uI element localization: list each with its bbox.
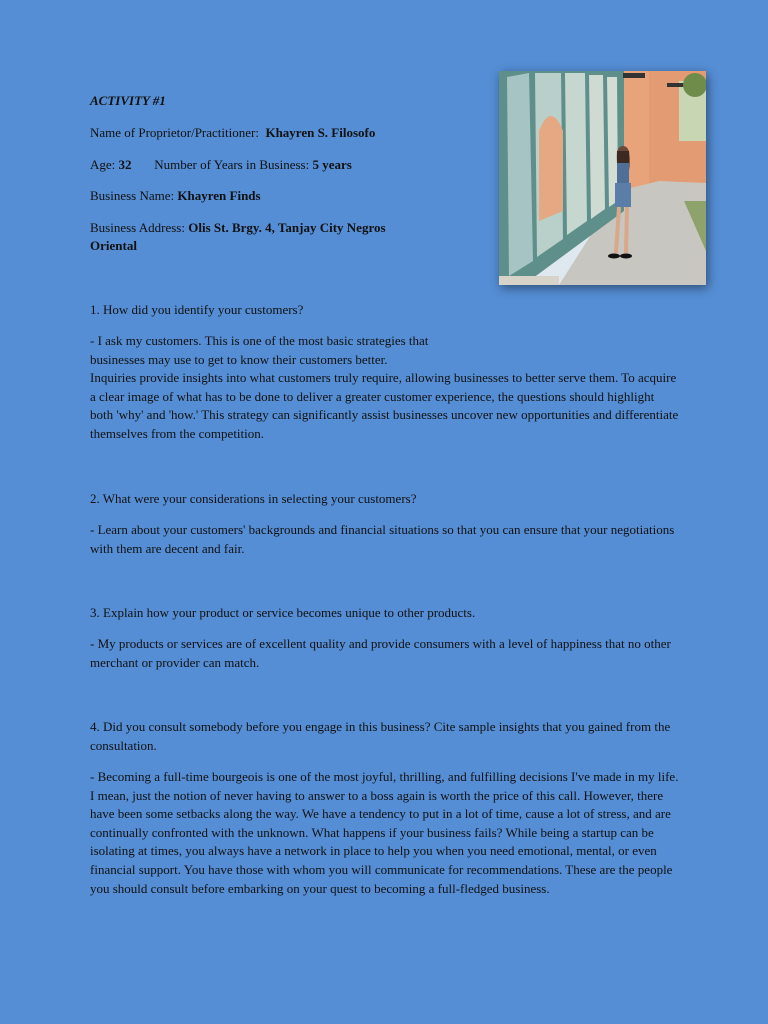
answer-1-line2: businesses may use to get to know their customers better. [90, 351, 388, 367]
age-value: 32 [118, 157, 132, 172]
business-name-label: Business Name: [90, 188, 175, 203]
age-label: Age: [90, 157, 116, 172]
answer-2: - Learn about your customers' backgrounds and financial situations so that you can ensure that your negotiations with them are decent and fair. [90, 522, 675, 556]
question-4: 4. Did you consult somebody before you engage in this business? Cite sample insights that you gained from the consultation. [90, 719, 671, 753]
answer-1-line1: - I ask my customers. This is one of the most basic strategies that [90, 333, 429, 348]
proprietor-value: Khayren S. Filosofo [265, 125, 376, 140]
years-label: Number of Years in Business: [154, 157, 310, 172]
business-address-value: Olis St. Brgy. 4, Tanjay City Negros Oriental [90, 220, 386, 253]
years-value: 5 years [312, 157, 352, 172]
activity-title: ACTIVITY #1 [90, 93, 166, 108]
question-1: 1. How did you identify your customers? [90, 302, 304, 317]
business-address-label: Business Address: [90, 220, 185, 235]
proprietor-photo [499, 71, 706, 285]
proprietor-line [90, 124, 420, 142]
proprietor-label: Name of Proprietor/Practitioner: [90, 125, 259, 140]
photo-illustration-icon [499, 71, 706, 285]
business-name-value: Khayren Finds [177, 188, 261, 203]
answer-4: - Becoming a full-time bourgeois is one of the most joyful, thrilling, and fulfilling decisions I've made in my life. I mean, just the notion of never having to answer to a boss again is worth the price of this call. However, there have been some setbacks along the way. We have a tendency to put in a lot of time, cause a lot of stress, and are continually confronted with the unknown. What happens if your business fails? While being a startup can be isolating at times, you always have a network in place to help you when you need emotional, mental, or even financial support. You have those with whom you will communicate for recommendations. These are the people you should consult before embarking on your quest to becoming a full-fledged business. [90, 769, 679, 896]
business-address-line [90, 219, 420, 255]
business-name-line [90, 187, 420, 205]
question-2: 2. What were your considerations in selecting your customers? [90, 491, 417, 506]
answer-3: - My products or services are of excellent quality and provide consumers with a level of happiness that no other merchant or provider can match. [90, 636, 671, 670]
question-3: 3. Explain how your product or service becomes unique to other products. [90, 605, 476, 620]
answer-1-paragraph: Inquiries provide insights into what customers truly require, allowing businesses to better serve them. To acquire a clear image of what has to be done to deliver a greater customer experience, the questions should highlight both 'why' and 'how.' This strategy can significantly assist businesses uncover new opportunities and differentiate themselves from the competition. [90, 370, 679, 441]
age-years-line [90, 156, 470, 174]
answer-1 [90, 332, 680, 444]
